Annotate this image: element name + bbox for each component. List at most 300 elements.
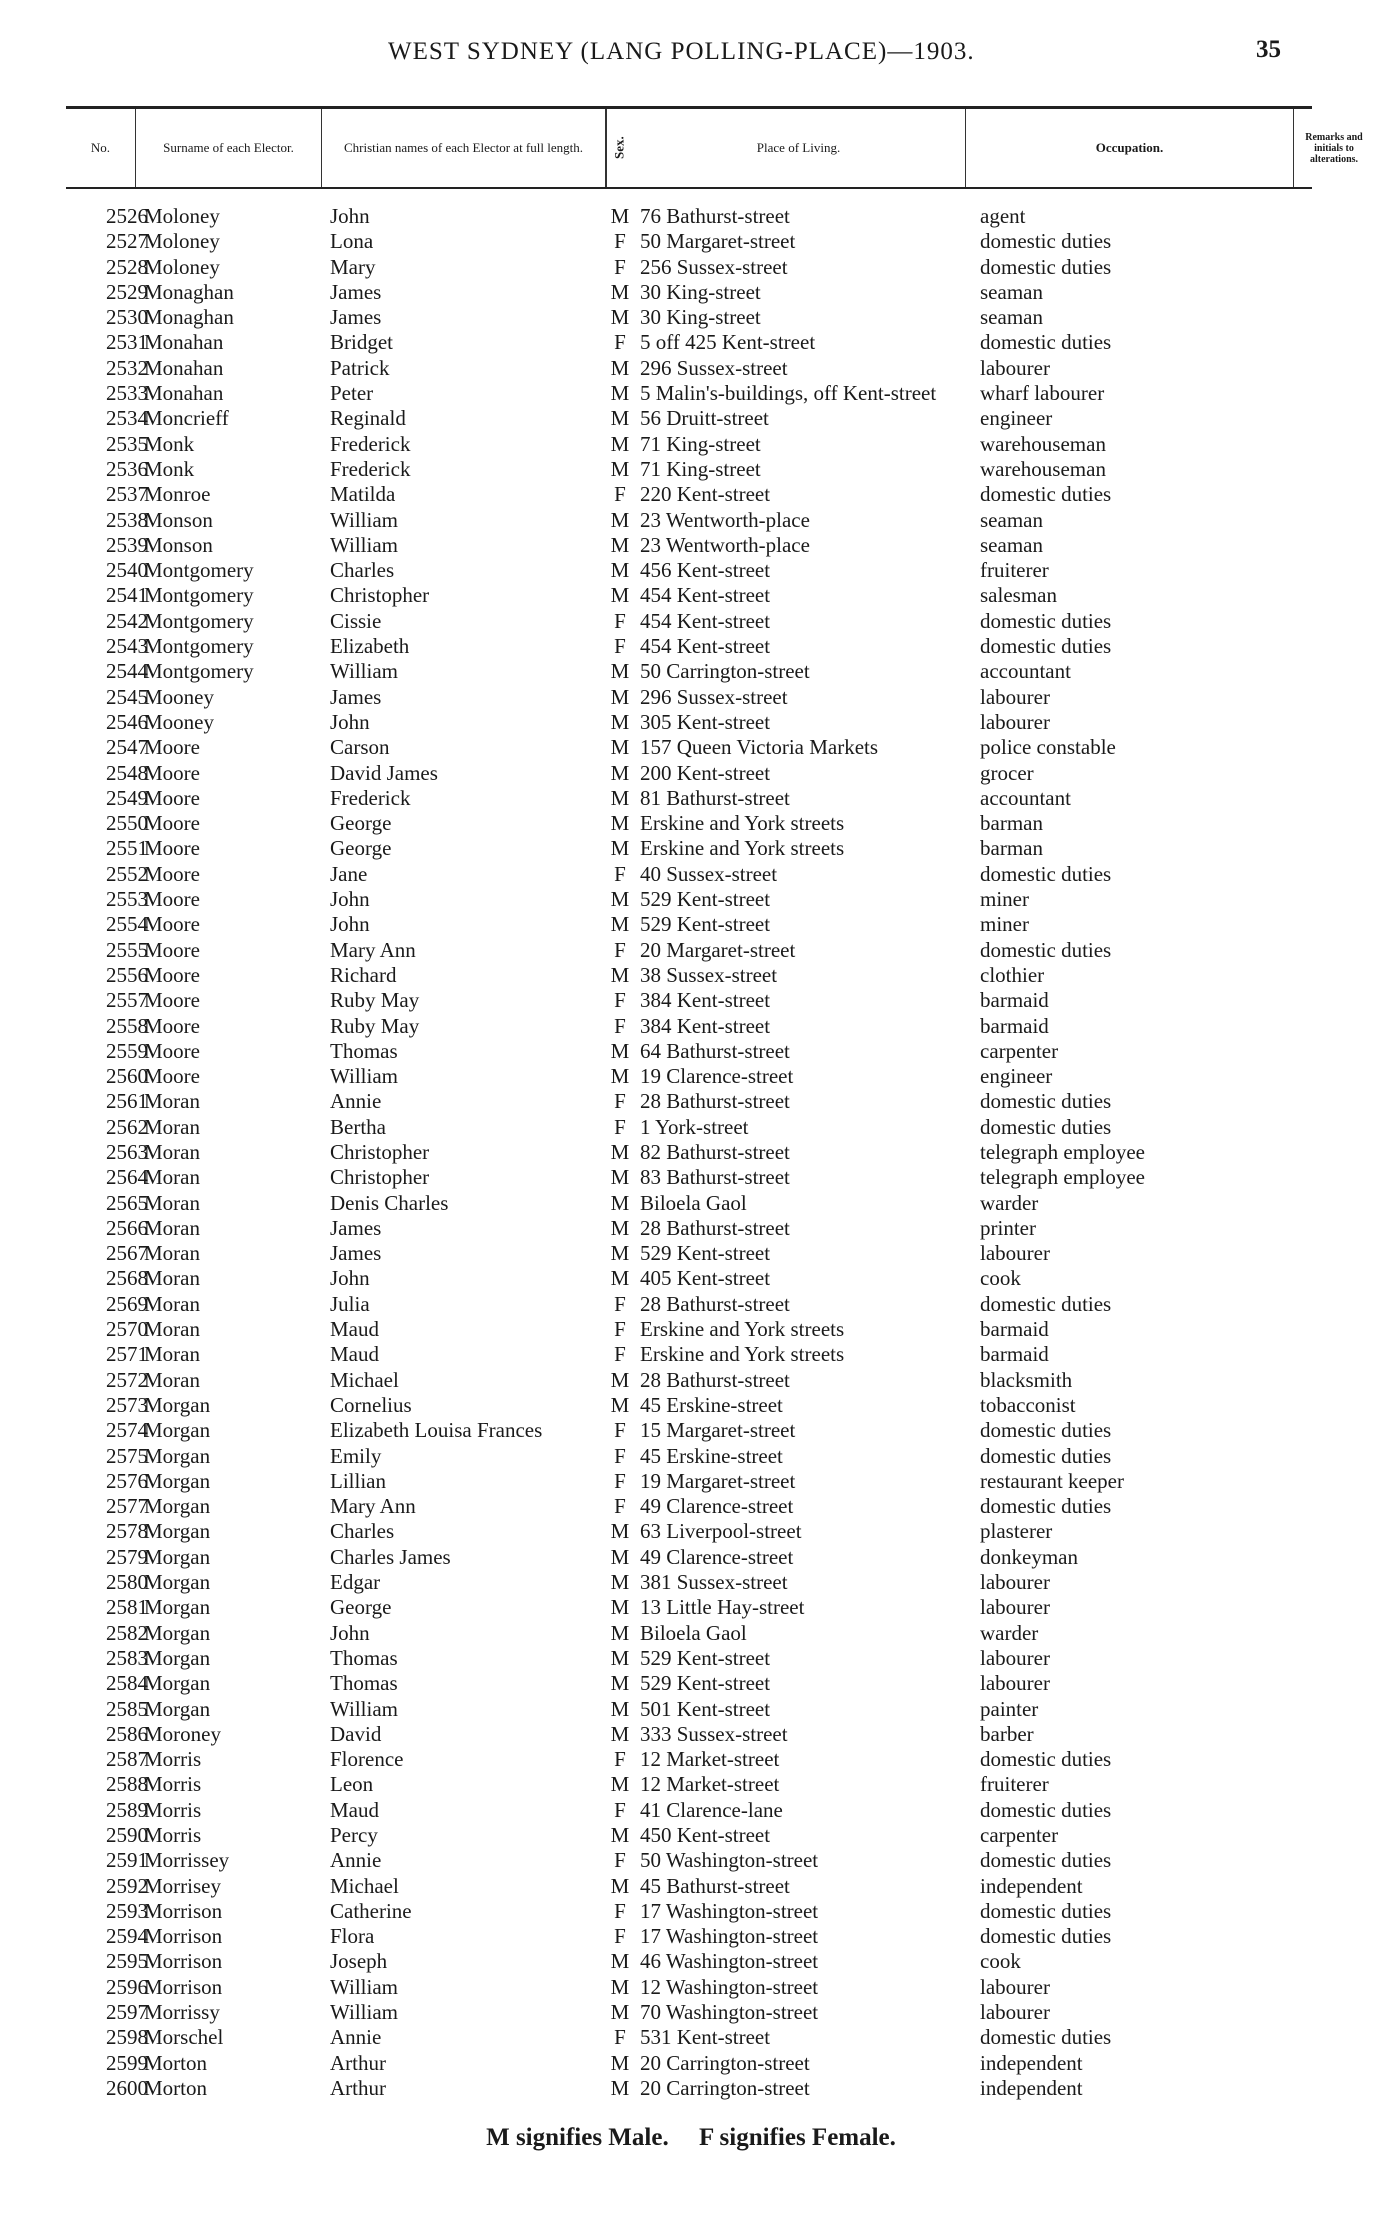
elector-place-of-living: 45 Bathurst-street	[640, 1873, 790, 1898]
elector-surname: Moran	[144, 1114, 200, 1139]
elector-occupation: domestic duties	[980, 634, 1112, 659]
elector-place-of-living: 70 Washington-street	[640, 2000, 819, 2025]
elector-christian-names: John	[330, 887, 370, 912]
elector-number: 2556	[106, 962, 148, 987]
elector-number: 2555	[106, 937, 148, 962]
elector-christian-names: Lona	[330, 229, 374, 254]
elector-occupation: labourer	[980, 1570, 1050, 1595]
elector-surname: Moore	[144, 988, 200, 1013]
elector-surname: Moran	[144, 1089, 200, 1114]
elector-place-of-living: 529 Kent-street	[640, 1671, 771, 1696]
elector-christian-names: Thomas	[330, 1038, 398, 1063]
female-legend: F signifies Female.	[698, 2124, 896, 2151]
elector-sex: M	[610, 532, 630, 557]
elector-number: 2529	[106, 279, 148, 304]
elector-occupation: clothier	[980, 962, 1045, 987]
elector-number: 2566	[106, 1215, 148, 1240]
table-row	[0, 457, 1382, 482]
elector-place-of-living: Erskine and York streets	[640, 836, 845, 861]
elector-sex: F	[614, 1114, 626, 1139]
elector-place-of-living: 45 Erskine-street	[640, 1392, 783, 1417]
elector-occupation: fruiterer	[980, 1772, 1049, 1797]
table-row	[0, 1519, 1382, 1544]
elector-place-of-living: Biloela Gaol	[640, 1620, 747, 1645]
elector-number: 2598	[106, 2025, 148, 2050]
elector-occupation: domestic duties	[980, 1848, 1112, 1873]
elector-sex: M	[610, 1974, 630, 1999]
elector-place-of-living: 17 Washington-street	[640, 1898, 819, 1923]
elector-sex: M	[610, 684, 630, 709]
elector-number: 2538	[106, 507, 148, 532]
table-row	[0, 1165, 1382, 1190]
table-row	[0, 1697, 1382, 1722]
elector-place-of-living: 30 King-street	[640, 279, 761, 304]
elector-place-of-living: 5 Malin's-buildings, off Kent-street	[640, 381, 937, 406]
table-row	[0, 786, 1382, 811]
table-row	[0, 204, 1382, 229]
elector-number: 2576	[106, 1468, 148, 1493]
elector-sex: F	[614, 1089, 626, 1114]
elector-place-of-living: 305 Kent-street	[640, 709, 771, 734]
elector-place-of-living: 28 Bathurst-street	[640, 1215, 790, 1240]
elector-christian-names: James	[330, 684, 382, 709]
elector-sex: M	[610, 1772, 630, 1797]
elector-christian-names: Flora	[330, 1924, 375, 1949]
page-title: WEST SYDNEY (LANG POLLING-PLACE)—1903.	[388, 38, 975, 65]
elector-sex: M	[610, 659, 630, 684]
table-row	[0, 1798, 1382, 1823]
elector-place-of-living: 49 Clarence-street	[640, 1494, 794, 1519]
table-row	[0, 1266, 1382, 1291]
elector-sex: F	[614, 229, 626, 254]
table-row	[0, 229, 1382, 254]
elector-occupation: cook	[980, 1949, 1021, 1974]
elector-place-of-living: 56 Druitt-street	[640, 406, 769, 431]
table-row	[0, 1292, 1382, 1317]
elector-surname: Moore	[144, 836, 200, 861]
elector-occupation: plasterer	[980, 1519, 1053, 1544]
elector-surname: Moore	[144, 1013, 200, 1038]
elector-number: 2553	[106, 887, 148, 912]
elector-occupation: barman	[980, 836, 1043, 861]
elector-christian-names: John	[330, 204, 370, 228]
elector-number: 2573	[106, 1392, 148, 1417]
elector-sex: M	[610, 1165, 630, 1190]
table-row	[0, 1014, 1382, 1039]
elector-number: 2557	[106, 988, 148, 1013]
elector-place-of-living: 381 Sussex-street	[640, 1570, 788, 1595]
elector-christian-names: Charles	[330, 558, 395, 583]
elector-christian-names: James	[330, 1241, 382, 1266]
elector-sex: M	[610, 406, 630, 431]
elector-christian-names: Denis Charles	[330, 1190, 449, 1215]
elector-number: 2589	[106, 1797, 148, 1822]
elector-number: 2582	[106, 1620, 148, 1645]
table-row	[0, 2025, 1382, 2050]
elector-place-of-living: 20 Carrington-street	[640, 2050, 810, 2075]
elector-surname: Morgan	[144, 1595, 211, 1620]
elector-sex: M	[610, 1620, 630, 1645]
elector-surname: Monaghan	[144, 305, 234, 330]
elector-number: 2544	[106, 659, 148, 684]
table-row	[0, 659, 1382, 684]
elector-number: 2543	[106, 634, 148, 659]
table-row	[0, 1747, 1382, 1772]
elector-number: 2536	[106, 456, 148, 481]
elector-surname: Moran	[144, 1367, 200, 1392]
elector-occupation: labourer	[980, 1645, 1050, 1670]
elector-sex: M	[610, 1595, 630, 1620]
table-row	[0, 1595, 1382, 1620]
elector-sex: M	[610, 811, 630, 836]
elector-number: 2550	[106, 811, 148, 836]
elector-surname: Moloney	[144, 229, 220, 254]
elector-occupation: domestic duties	[980, 2025, 1112, 2050]
elector-place-of-living: 45 Erskine-street	[640, 1443, 783, 1468]
column-headers	[66, 106, 1363, 189]
elector-sex: M	[610, 1645, 630, 1670]
elector-surname: Morrison	[144, 1898, 223, 1923]
elector-place-of-living: Erskine and York streets	[640, 811, 845, 836]
elector-surname: Moore	[144, 962, 200, 987]
elector-christian-names: Arthur	[330, 2075, 386, 2100]
table-row	[0, 710, 1382, 735]
elector-number: 2583	[106, 1645, 148, 1670]
header-sex: Sex.	[606, 109, 632, 187]
elector-place-of-living: 46 Washington-street	[640, 1949, 819, 1974]
elector-christian-names: Christopher	[330, 583, 430, 608]
elector-occupation: barmaid	[980, 1013, 1049, 1038]
elector-sex: F	[614, 988, 626, 1013]
elector-place-of-living: 19 Margaret-street	[640, 1468, 796, 1493]
elector-christian-names: Ruby May	[330, 988, 420, 1013]
elector-place-of-living: 50 Washington-street	[640, 1848, 819, 1873]
elector-occupation: domestic duties	[980, 1291, 1112, 1316]
elector-place-of-living: 17 Washington-street	[640, 1924, 819, 1949]
footer-legend	[0, 2124, 1382, 2152]
table-row	[0, 1191, 1382, 1216]
table-row	[0, 356, 1382, 381]
elector-christian-names: Thomas	[330, 1645, 398, 1670]
elector-christian-names: Elizabeth Louisa Frances	[330, 1418, 543, 1443]
elector-surname: Monk	[144, 431, 195, 456]
elector-number: 2537	[106, 482, 148, 507]
elector-christian-names: Mary Ann	[330, 937, 416, 962]
elector-christian-names: Florence	[330, 1747, 404, 1772]
elector-place-of-living: 296 Sussex-street	[640, 355, 788, 380]
table-row	[0, 406, 1382, 431]
elector-surname: Morschel	[144, 2025, 224, 2050]
elector-christian-names: Annie	[330, 1848, 382, 1873]
elector-place-of-living: 1 York-street	[640, 1114, 749, 1139]
page-number: 35	[1256, 36, 1281, 63]
elector-sex: M	[610, 1544, 630, 1569]
elector-christian-names: Frederick	[330, 785, 411, 810]
elector-christian-names: William	[330, 2000, 398, 2025]
table-row	[0, 1722, 1382, 1747]
elector-surname: Monaghan	[144, 279, 234, 304]
elector-place-of-living: 28 Bathurst-street	[640, 1089, 790, 1114]
elector-sex: M	[610, 1064, 630, 1089]
table-row	[0, 1975, 1382, 2000]
elector-christian-names: Matilda	[330, 482, 396, 507]
elector-occupation: seaman	[980, 305, 1043, 330]
elector-place-of-living: 529 Kent-street	[640, 887, 771, 912]
table-row	[0, 1823, 1382, 1848]
elector-occupation: barmaid	[980, 1342, 1049, 1367]
elector-sex: M	[610, 962, 630, 987]
elector-christian-names: John	[330, 709, 370, 734]
elector-surname: Morton	[144, 2050, 207, 2075]
table-row	[0, 1621, 1382, 1646]
elector-place-of-living: 63 Liverpool-street	[640, 1519, 802, 1544]
page-header	[0, 38, 1382, 68]
elector-number: 2545	[106, 684, 148, 709]
elector-surname: Moran	[144, 1317, 200, 1342]
elector-number: 2571	[106, 1342, 148, 1367]
elector-place-of-living: 157 Queen Victoria Markets	[640, 735, 879, 760]
elector-place-of-living: Erskine and York streets	[640, 1317, 845, 1342]
elector-occupation: carpenter	[980, 1038, 1059, 1063]
elector-occupation: independent	[980, 2050, 1083, 2075]
elector-sex: M	[610, 1367, 630, 1392]
elector-surname: Moore	[144, 811, 200, 836]
elector-number: 2593	[106, 1898, 148, 1923]
elector-christian-names: Thomas	[330, 1671, 398, 1696]
electors-list	[0, 204, 1382, 2101]
elector-number: 2540	[106, 558, 148, 583]
elector-christian-names: Bridget	[330, 330, 393, 355]
elector-christian-names: William	[330, 659, 398, 684]
elector-occupation: independent	[980, 1873, 1083, 1898]
elector-christian-names: Annie	[330, 1089, 382, 1114]
elector-sex: M	[610, 1190, 630, 1215]
elector-occupation: barmaid	[980, 988, 1049, 1013]
elector-sex: M	[610, 1873, 630, 1898]
table-row	[0, 1418, 1382, 1443]
elector-sex: M	[610, 1823, 630, 1847]
elector-christian-names: Catherine	[330, 1898, 412, 1923]
table-row	[0, 735, 1382, 760]
elector-place-of-living: 19 Clarence-street	[640, 1064, 794, 1089]
elector-occupation: warehouseman	[980, 456, 1106, 481]
elector-sex: F	[614, 1013, 626, 1038]
elector-surname: Moroney	[144, 1721, 221, 1746]
elector-occupation: domestic duties	[980, 937, 1112, 962]
elector-place-of-living: 23 Wentworth-place	[640, 507, 810, 532]
elector-surname: Morgan	[144, 1443, 211, 1468]
elector-surname: Moore	[144, 760, 200, 785]
elector-surname: Morton	[144, 2075, 207, 2100]
elector-occupation: independent	[980, 2075, 1083, 2100]
elector-number: 2575	[106, 1443, 148, 1468]
elector-sex: M	[610, 1392, 630, 1417]
elector-occupation: barber	[980, 1721, 1034, 1746]
table-row	[0, 609, 1382, 634]
elector-surname: Moore	[144, 785, 200, 810]
table-row	[0, 1216, 1382, 1241]
elector-christian-names: Bertha	[330, 1114, 386, 1139]
elector-number: 2574	[106, 1418, 148, 1443]
elector-christian-names: Cissie	[330, 608, 382, 633]
elector-christian-names: Cornelius	[330, 1392, 412, 1417]
elector-place-of-living: 12 Market-street	[640, 1772, 780, 1797]
elector-surname: Moore	[144, 937, 200, 962]
table-row	[0, 1949, 1382, 1974]
elector-number: 2597	[106, 2000, 148, 2025]
elector-occupation: carpenter	[980, 1823, 1059, 1847]
table-row	[0, 912, 1382, 937]
table-row	[0, 1317, 1382, 1342]
elector-surname: Morgan	[144, 1696, 211, 1721]
elector-sex: M	[610, 1038, 630, 1063]
elector-surname: Morgan	[144, 1392, 211, 1417]
elector-surname: Monahan	[144, 330, 224, 355]
elector-number: 2599	[106, 2050, 148, 2075]
elector-surname: Morrison	[144, 1949, 223, 1974]
elector-number: 2590	[106, 1823, 148, 1847]
elector-place-of-living: 20 Carrington-street	[640, 2075, 810, 2100]
elector-sex: M	[610, 2075, 630, 2100]
elector-christian-names: Emily	[330, 1443, 382, 1468]
elector-christian-names: Jane	[330, 861, 368, 886]
elector-occupation: domestic duties	[980, 1114, 1112, 1139]
elector-occupation: cook	[980, 1266, 1021, 1291]
elector-place-of-living: 384 Kent-street	[640, 988, 771, 1013]
elector-surname: Morris	[144, 1772, 202, 1797]
table-row	[0, 1671, 1382, 1696]
elector-sex: F	[614, 1317, 626, 1342]
elector-christian-names: William	[330, 532, 398, 557]
elector-number: 2585	[106, 1696, 148, 1721]
elector-christian-names: Patrick	[330, 355, 390, 380]
elector-place-of-living: 5 off 425 Kent-street	[640, 330, 816, 355]
elector-place-of-living: 64 Bathurst-street	[640, 1038, 790, 1063]
table-row	[0, 381, 1382, 406]
elector-sex: M	[610, 558, 630, 583]
elector-place-of-living: 405 Kent-street	[640, 1266, 771, 1291]
elector-number: 2594	[106, 1924, 148, 1949]
elector-christian-names: Annie	[330, 2025, 382, 2050]
elector-occupation: wharf labourer	[980, 381, 1105, 406]
table-row	[0, 280, 1382, 305]
elector-place-of-living: 30 King-street	[640, 305, 761, 330]
elector-occupation: barmaid	[980, 1317, 1049, 1342]
elector-christian-names: Frederick	[330, 431, 411, 456]
elector-occupation: domestic duties	[980, 1443, 1112, 1468]
elector-number: 2596	[106, 1974, 148, 1999]
elector-sex: F	[614, 1898, 626, 1923]
table-row	[0, 1089, 1382, 1114]
elector-surname: Moore	[144, 861, 200, 886]
elector-sex: M	[610, 1949, 630, 1974]
elector-occupation: seaman	[980, 279, 1043, 304]
elector-occupation: domestic duties	[980, 1797, 1112, 1822]
elector-number: 2528	[106, 254, 148, 279]
elector-sex: M	[610, 709, 630, 734]
elector-place-of-living: 71 King-street	[640, 431, 761, 456]
elector-place-of-living: 20 Margaret-street	[640, 937, 796, 962]
elector-occupation: domestic duties	[980, 1494, 1112, 1519]
table-row	[0, 432, 1382, 457]
table-row	[0, 330, 1382, 355]
table-row	[0, 305, 1382, 330]
elector-surname: Morrisey	[144, 1873, 221, 1898]
elector-surname: Morrison	[144, 1974, 223, 1999]
elector-surname: Morris	[144, 1797, 202, 1822]
elector-surname: Morgan	[144, 1570, 211, 1595]
elector-occupation: telegraph employee	[980, 1165, 1146, 1190]
elector-place-of-living: 296 Sussex-street	[640, 684, 788, 709]
table-row	[0, 634, 1382, 659]
elector-surname: Monroe	[144, 482, 211, 507]
table-row	[0, 1848, 1382, 1873]
elector-surname: Montgomery	[144, 634, 254, 659]
elector-number: 2546	[106, 709, 148, 734]
elector-number: 2587	[106, 1747, 148, 1772]
elector-occupation: fruiterer	[980, 558, 1049, 583]
table-row	[0, 1444, 1382, 1469]
elector-place-of-living: 40 Sussex-street	[640, 861, 778, 886]
elector-number: 2588	[106, 1772, 148, 1797]
elector-surname: Moore	[144, 735, 200, 760]
male-legend: M signifies Male.	[486, 2124, 669, 2151]
table-row	[0, 811, 1382, 836]
elector-surname: Moran	[144, 1215, 200, 1240]
elector-surname: Morgan	[144, 1494, 211, 1519]
elector-number: 2572	[106, 1367, 148, 1392]
elector-surname: Moloney	[144, 254, 220, 279]
elector-sex: F	[614, 1342, 626, 1367]
elector-christian-names: Michael	[330, 1367, 399, 1392]
elector-sex: M	[610, 204, 630, 228]
elector-number: 2565	[106, 1190, 148, 1215]
elector-occupation: agent	[980, 204, 1026, 228]
table-row	[0, 1393, 1382, 1418]
elector-surname: Mooney	[144, 709, 214, 734]
elector-occupation: domestic duties	[980, 1924, 1112, 1949]
table-row	[0, 988, 1382, 1013]
elector-place-of-living: 23 Wentworth-place	[640, 532, 810, 557]
elector-occupation: domestic duties	[980, 1089, 1112, 1114]
elector-surname: Moloney	[144, 204, 220, 228]
elector-sex: F	[614, 1443, 626, 1468]
elector-number: 2530	[106, 305, 148, 330]
header-place-of-living: Place of Living.	[632, 109, 966, 187]
elector-surname: Moran	[144, 1139, 200, 1164]
elector-sex: F	[614, 1291, 626, 1316]
elector-number: 2547	[106, 735, 148, 760]
header-surname: Surname of each Elector.	[136, 109, 322, 187]
elector-sex: F	[614, 482, 626, 507]
elector-place-of-living: 454 Kent-street	[640, 608, 771, 633]
elector-number: 2595	[106, 1949, 148, 1974]
elector-number: 2533	[106, 381, 148, 406]
elector-christian-names: Ruby May	[330, 1013, 420, 1038]
elector-number: 2580	[106, 1570, 148, 1595]
elector-occupation: labourer	[980, 1241, 1050, 1266]
elector-sex: M	[610, 583, 630, 608]
elector-occupation: telegraph employee	[980, 1139, 1146, 1164]
elector-sex: F	[614, 861, 626, 886]
table-row	[0, 1570, 1382, 1595]
elector-surname: Morgan	[144, 1468, 211, 1493]
table-row	[0, 963, 1382, 988]
elector-sex: F	[614, 634, 626, 659]
elector-place-of-living: 81 Bathurst-street	[640, 785, 790, 810]
elector-place-of-living: 38 Sussex-street	[640, 962, 778, 987]
table-row	[0, 1115, 1382, 1140]
